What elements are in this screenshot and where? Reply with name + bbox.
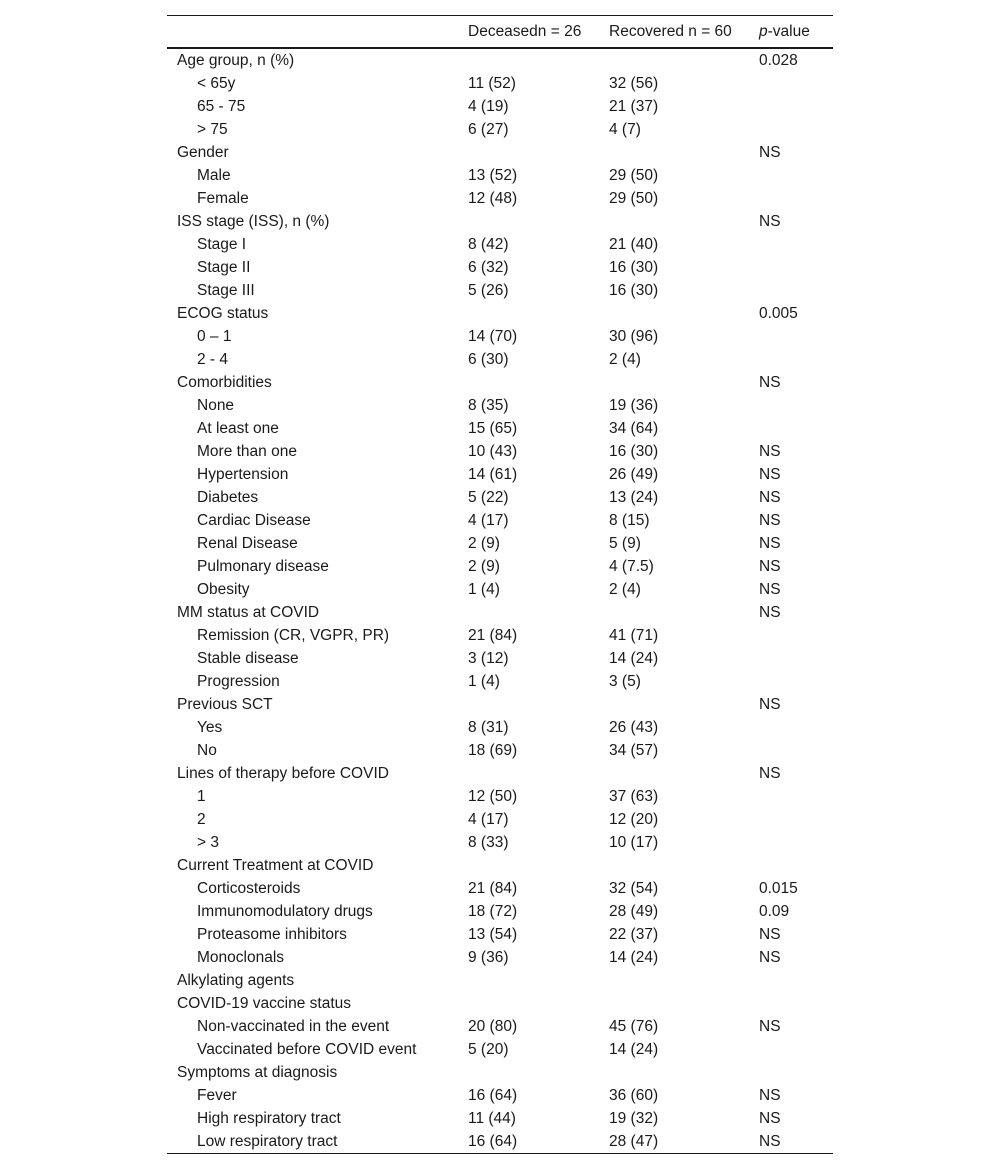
row-label-cell: Pulmonary disease <box>197 557 329 575</box>
table-row <box>167 946 833 969</box>
row-pvalue-cell <box>759 118 833 141</box>
row-deceased-cell <box>468 1061 609 1084</box>
row-label-cell: Stage I <box>197 235 247 253</box>
row-label-cell: Remission (CR, VGPR, PR) <box>197 626 390 644</box>
row-recovered-cell: 19 (32) <box>609 1109 659 1127</box>
row-recovered-cell: 12 (20) <box>609 810 659 828</box>
row-pvalue-cell <box>759 187 833 210</box>
row-pvalue-cell: NS <box>759 212 781 230</box>
row-label-cell: High respiratory tract <box>197 1109 341 1127</box>
row-label-cell: Stage II <box>197 258 251 276</box>
row-deceased-cell: 21 (84) <box>468 626 518 644</box>
row-label-cell: Lines of therapy before COVID <box>177 764 389 782</box>
row-recovered-cell <box>609 371 759 394</box>
row-label-cell: Proteasome inhibitors <box>197 925 347 943</box>
row-label-cell: Symptoms at diagnosis <box>177 1063 338 1081</box>
header-row <box>167 16 833 49</box>
row-label-cell: MM status at COVID <box>177 603 320 621</box>
row-recovered-cell: 32 (54) <box>609 879 659 897</box>
row-deceased-cell <box>468 141 609 164</box>
row-label-cell: None <box>197 396 235 414</box>
row-recovered-cell <box>609 969 759 992</box>
row-recovered-cell <box>609 210 759 233</box>
row-recovered-cell: 14 (24) <box>609 649 659 667</box>
row-deceased-cell <box>468 762 609 785</box>
row-deceased-cell: 15 (65) <box>468 419 518 437</box>
row-pvalue-cell <box>759 233 833 256</box>
table-row <box>167 348 833 371</box>
row-recovered-cell: 28 (47) <box>609 1130 759 1154</box>
row-deceased-cell: 21 (84) <box>468 879 518 897</box>
table-row <box>167 808 833 831</box>
row-label-cell: > 75 <box>197 120 228 138</box>
row-deceased-cell: 12 (48) <box>468 189 518 207</box>
row-pvalue-cell <box>759 739 833 762</box>
row-pvalue-cell <box>759 808 833 831</box>
row-recovered-cell: 34 (57) <box>609 741 659 759</box>
table-row <box>167 1061 833 1084</box>
table-row <box>167 95 833 118</box>
table-row <box>167 670 833 693</box>
row-pvalue-cell <box>759 394 833 417</box>
row-label-cell: Renal Disease <box>197 534 298 552</box>
row-deceased-cell: 4 (17) <box>468 810 509 828</box>
row-recovered-cell: 13 (24) <box>609 488 659 506</box>
table-row <box>167 1038 833 1061</box>
row-pvalue-cell <box>759 647 833 670</box>
row-pvalue-cell: NS <box>759 143 781 161</box>
table-row <box>167 693 833 716</box>
row-label-cell: Monoclonals <box>197 948 285 966</box>
row-deceased-cell: 12 (50) <box>468 787 518 805</box>
row-deceased-cell: 5 (22) <box>468 488 509 506</box>
row-pvalue-cell: 0.015 <box>759 879 798 897</box>
row-pvalue-cell <box>759 716 833 739</box>
row-recovered-cell: 45 (76) <box>609 1017 659 1035</box>
row-deceased-cell: 18 (69) <box>468 741 518 759</box>
row-pvalue-cell <box>759 785 833 808</box>
row-pvalue-cell: NS <box>759 442 781 460</box>
row-deceased-cell: 2 (9) <box>468 534 500 552</box>
row-deceased-cell: 1 (4) <box>468 580 500 598</box>
row-pvalue-cell <box>759 164 833 187</box>
row-recovered-cell: 41 (71) <box>609 626 659 644</box>
row-deceased-cell: 11 (44) <box>468 1109 516 1127</box>
row-recovered-cell <box>609 141 759 164</box>
row-deceased-cell <box>468 693 609 716</box>
table-row <box>167 371 833 394</box>
table-row <box>167 279 833 302</box>
header-pvalue <box>759 16 833 49</box>
header-recovered: Recovered n = 60 <box>609 16 759 49</box>
row-recovered-cell: 16 (30) <box>609 281 659 299</box>
row-deceased-cell: 3 (12) <box>468 649 509 667</box>
table-row <box>167 509 833 532</box>
row-deceased-cell <box>468 210 609 233</box>
row-recovered-cell <box>609 992 759 1015</box>
table-row <box>167 440 833 463</box>
row-label-cell: Male <box>197 166 231 184</box>
row-label-cell: 0 – 1 <box>197 327 232 345</box>
table-row <box>167 302 833 325</box>
table-row <box>167 394 833 417</box>
row-recovered-cell: 22 (37) <box>609 925 659 943</box>
table-row <box>167 831 833 854</box>
row-label-cell: 2 <box>197 810 206 828</box>
row-deceased-cell: 8 (42) <box>468 235 509 253</box>
table-row <box>167 877 833 900</box>
row-pvalue-cell: NS <box>759 1017 781 1035</box>
table-row <box>167 1107 833 1130</box>
row-pvalue-cell: NS <box>759 580 781 598</box>
row-label-cell: < 65y <box>197 74 236 92</box>
row-deceased-cell: 14 (61) <box>468 465 518 483</box>
table-row <box>167 578 833 601</box>
row-pvalue-cell: NS <box>759 465 781 483</box>
row-recovered-cell: 4 (7.5) <box>609 557 654 575</box>
row-label-cell: Stage III <box>197 281 255 299</box>
table-row <box>167 233 833 256</box>
row-pvalue-cell <box>759 670 833 693</box>
row-label-cell: Female <box>197 189 249 207</box>
table-row <box>167 555 833 578</box>
row-recovered-cell <box>609 1061 759 1084</box>
table-row <box>167 187 833 210</box>
row-pvalue-cell: NS <box>759 1130 833 1154</box>
row-recovered-cell: 5 (9) <box>609 534 641 552</box>
row-label-cell: Corticosteroids <box>197 879 301 897</box>
row-deceased-cell: 5 (26) <box>468 281 509 299</box>
row-recovered-cell: 10 (17) <box>609 833 659 851</box>
data-table-container <box>167 15 833 1154</box>
row-label-cell: COVID-19 vaccine status <box>177 994 352 1012</box>
table-row <box>167 601 833 624</box>
table-row <box>167 486 833 509</box>
row-deceased-cell: 8 (31) <box>468 718 509 736</box>
table-header <box>167 16 833 49</box>
row-deceased-cell: 5 (20) <box>468 1040 509 1058</box>
row-label-cell: 65 - 75 <box>197 97 246 115</box>
row-recovered-cell: 4 (7) <box>609 120 641 138</box>
row-label-cell: 1 <box>197 787 206 805</box>
row-deceased-cell: 13 (54) <box>468 925 518 943</box>
row-deceased-cell <box>468 48 609 72</box>
row-deceased-cell: 14 (70) <box>468 327 518 345</box>
row-deceased-cell: 11 (52) <box>468 74 516 92</box>
row-pvalue-cell: NS <box>759 557 781 575</box>
row-pvalue-cell: 0.09 <box>759 902 790 920</box>
row-label-cell: Comorbidities <box>177 373 272 391</box>
table-row <box>167 417 833 440</box>
row-recovered-cell: 16 (30) <box>609 442 659 460</box>
row-label-cell: Previous SCT <box>177 695 273 713</box>
row-label-cell: No <box>197 741 217 759</box>
table-row <box>167 785 833 808</box>
row-label-cell: Low respiratory tract <box>167 1130 468 1154</box>
row-label-cell: Age group, n (%) <box>177 51 295 69</box>
row-label-cell: Progression <box>197 672 280 690</box>
row-label-cell: Stable disease <box>197 649 299 667</box>
row-deceased-cell: 18 (72) <box>468 902 518 920</box>
table-row <box>167 716 833 739</box>
row-label-cell: > 3 <box>197 833 219 851</box>
row-deceased-cell: 6 (32) <box>468 258 509 276</box>
table-row <box>167 118 833 141</box>
row-recovered-cell: 21 (37) <box>609 97 659 115</box>
row-deceased-cell: 4 (17) <box>468 511 509 529</box>
row-label-cell: Cardiac Disease <box>197 511 311 529</box>
row-pvalue-cell <box>759 95 833 118</box>
row-pvalue-cell <box>759 417 833 440</box>
row-label-cell: At least one <box>197 419 279 437</box>
row-label-cell: ECOG status <box>177 304 269 322</box>
row-label-cell: Diabetes <box>197 488 259 506</box>
header-variable <box>167 16 468 49</box>
row-recovered-cell: 28 (49) <box>609 902 659 920</box>
row-deceased-cell <box>468 601 609 624</box>
row-label-cell: Immunomodulatory drugs <box>197 902 373 920</box>
table-row <box>167 210 833 233</box>
row-pvalue-cell <box>759 279 833 302</box>
row-deceased-cell: 8 (35) <box>468 396 509 414</box>
row-deceased-cell: 20 (80) <box>468 1017 518 1035</box>
table-row <box>167 969 833 992</box>
row-label-cell: Alkylating agents <box>177 971 295 989</box>
row-deceased-cell: 13 (52) <box>468 166 518 184</box>
row-label-cell: Current Treatment at COVID <box>177 856 374 874</box>
row-recovered-cell: 32 (56) <box>609 74 659 92</box>
table-row <box>167 532 833 555</box>
row-deceased-cell: 6 (30) <box>468 350 509 368</box>
row-pvalue-cell: 0.028 <box>759 51 798 69</box>
row-pvalue-cell: NS <box>759 1109 781 1127</box>
row-pvalue-cell <box>759 992 833 1015</box>
row-deceased-cell: 16 (64) <box>468 1130 609 1154</box>
row-recovered-cell: 16 (30) <box>609 258 659 276</box>
row-pvalue-cell <box>759 831 833 854</box>
row-label-cell: Hypertension <box>197 465 289 483</box>
row-pvalue-cell: NS <box>759 534 781 552</box>
row-pvalue-cell <box>759 854 833 877</box>
row-recovered-cell: 30 (96) <box>609 327 659 345</box>
row-recovered-cell: 36 (60) <box>609 1086 659 1104</box>
row-pvalue-cell: NS <box>759 1086 781 1104</box>
row-deceased-cell <box>468 992 609 1015</box>
row-recovered-cell <box>609 854 759 877</box>
row-recovered-cell: 26 (43) <box>609 718 659 736</box>
row-deceased-cell: 1 (4) <box>468 672 500 690</box>
table-row <box>167 72 833 95</box>
row-deceased-cell <box>468 969 609 992</box>
row-pvalue-cell <box>759 256 833 279</box>
row-deceased-cell: 4 (19) <box>468 97 509 115</box>
row-label-cell: Fever <box>197 1086 237 1104</box>
row-recovered-cell: 14 (24) <box>609 948 659 966</box>
row-recovered-cell: 26 (49) <box>609 465 659 483</box>
row-label-cell: Non-vaccinated in the event <box>197 1017 390 1035</box>
row-pvalue-cell: NS <box>759 511 781 529</box>
row-deceased-cell: 6 (27) <box>468 120 509 138</box>
row-pvalue-cell: NS <box>759 603 781 621</box>
row-label-cell: ISS stage (ISS), n (%) <box>177 212 330 230</box>
row-pvalue-cell: NS <box>759 925 781 943</box>
row-recovered-cell <box>609 601 759 624</box>
row-pvalue-cell <box>759 1038 833 1061</box>
row-recovered-cell: 14 (24) <box>609 1040 659 1058</box>
row-label-cell: More than one <box>197 442 297 460</box>
table-row <box>167 164 833 187</box>
row-label-cell: Gender <box>177 143 229 161</box>
row-recovered-cell: 21 (40) <box>609 235 659 253</box>
header-deceased: Deceasedn = 26 <box>468 16 609 49</box>
row-deceased-cell: 16 (64) <box>468 1086 518 1104</box>
row-pvalue-cell <box>759 969 833 992</box>
table-row <box>167 48 833 72</box>
row-recovered-cell: 37 (63) <box>609 787 659 805</box>
row-label-cell: Vaccinated before COVID event <box>197 1040 417 1058</box>
characteristics-table <box>167 15 833 1154</box>
row-deceased-cell: 8 (33) <box>468 833 509 851</box>
row-pvalue-cell <box>759 624 833 647</box>
table-row <box>167 463 833 486</box>
row-recovered-cell: 29 (50) <box>609 166 659 184</box>
row-pvalue-cell <box>759 348 833 371</box>
row-deceased-cell <box>468 854 609 877</box>
row-deceased-cell: 9 (36) <box>468 948 509 966</box>
row-deceased-cell <box>468 302 609 325</box>
table-row <box>167 923 833 946</box>
row-pvalue-cell: NS <box>759 373 781 391</box>
header-pvalue-italic: p <box>759 22 768 40</box>
row-pvalue-cell: NS <box>759 948 781 966</box>
table-row <box>167 256 833 279</box>
header-pvalue-rest: -value <box>767 22 810 40</box>
table-row <box>167 624 833 647</box>
row-pvalue-cell: NS <box>759 764 781 782</box>
row-recovered-cell: 34 (64) <box>609 419 659 437</box>
row-pvalue-cell <box>759 72 833 95</box>
row-label-cell: Obesity <box>197 580 250 598</box>
row-recovered-cell <box>609 762 759 785</box>
row-deceased-cell: 10 (43) <box>468 442 518 460</box>
table-row <box>167 1130 833 1154</box>
row-recovered-cell: 29 (50) <box>609 189 659 207</box>
table-row <box>167 992 833 1015</box>
row-label-cell: 2 - 4 <box>197 350 229 368</box>
row-recovered-cell <box>609 693 759 716</box>
row-deceased-cell: 2 (9) <box>468 557 500 575</box>
table-row <box>167 1015 833 1038</box>
table-row <box>167 325 833 348</box>
row-pvalue-cell <box>759 325 833 348</box>
row-recovered-cell: 2 (4) <box>609 580 641 598</box>
table-body <box>167 48 833 1154</box>
row-pvalue-cell: 0.005 <box>759 304 798 322</box>
row-recovered-cell: 3 (5) <box>609 672 641 690</box>
row-recovered-cell <box>609 302 759 325</box>
table-row <box>167 739 833 762</box>
row-pvalue-cell: NS <box>759 695 781 713</box>
row-label-cell: Yes <box>197 718 223 736</box>
row-recovered-cell: 2 (4) <box>609 350 641 368</box>
table-row <box>167 854 833 877</box>
row-recovered-cell: 19 (36) <box>609 396 659 414</box>
row-recovered-cell: 8 (15) <box>609 511 650 529</box>
row-deceased-cell <box>468 371 609 394</box>
table-row <box>167 647 833 670</box>
row-recovered-cell <box>609 48 759 72</box>
row-pvalue-cell <box>759 1061 833 1084</box>
table-row <box>167 762 833 785</box>
table-row <box>167 1084 833 1107</box>
table-row <box>167 900 833 923</box>
table-row <box>167 141 833 164</box>
row-pvalue-cell: NS <box>759 488 781 506</box>
